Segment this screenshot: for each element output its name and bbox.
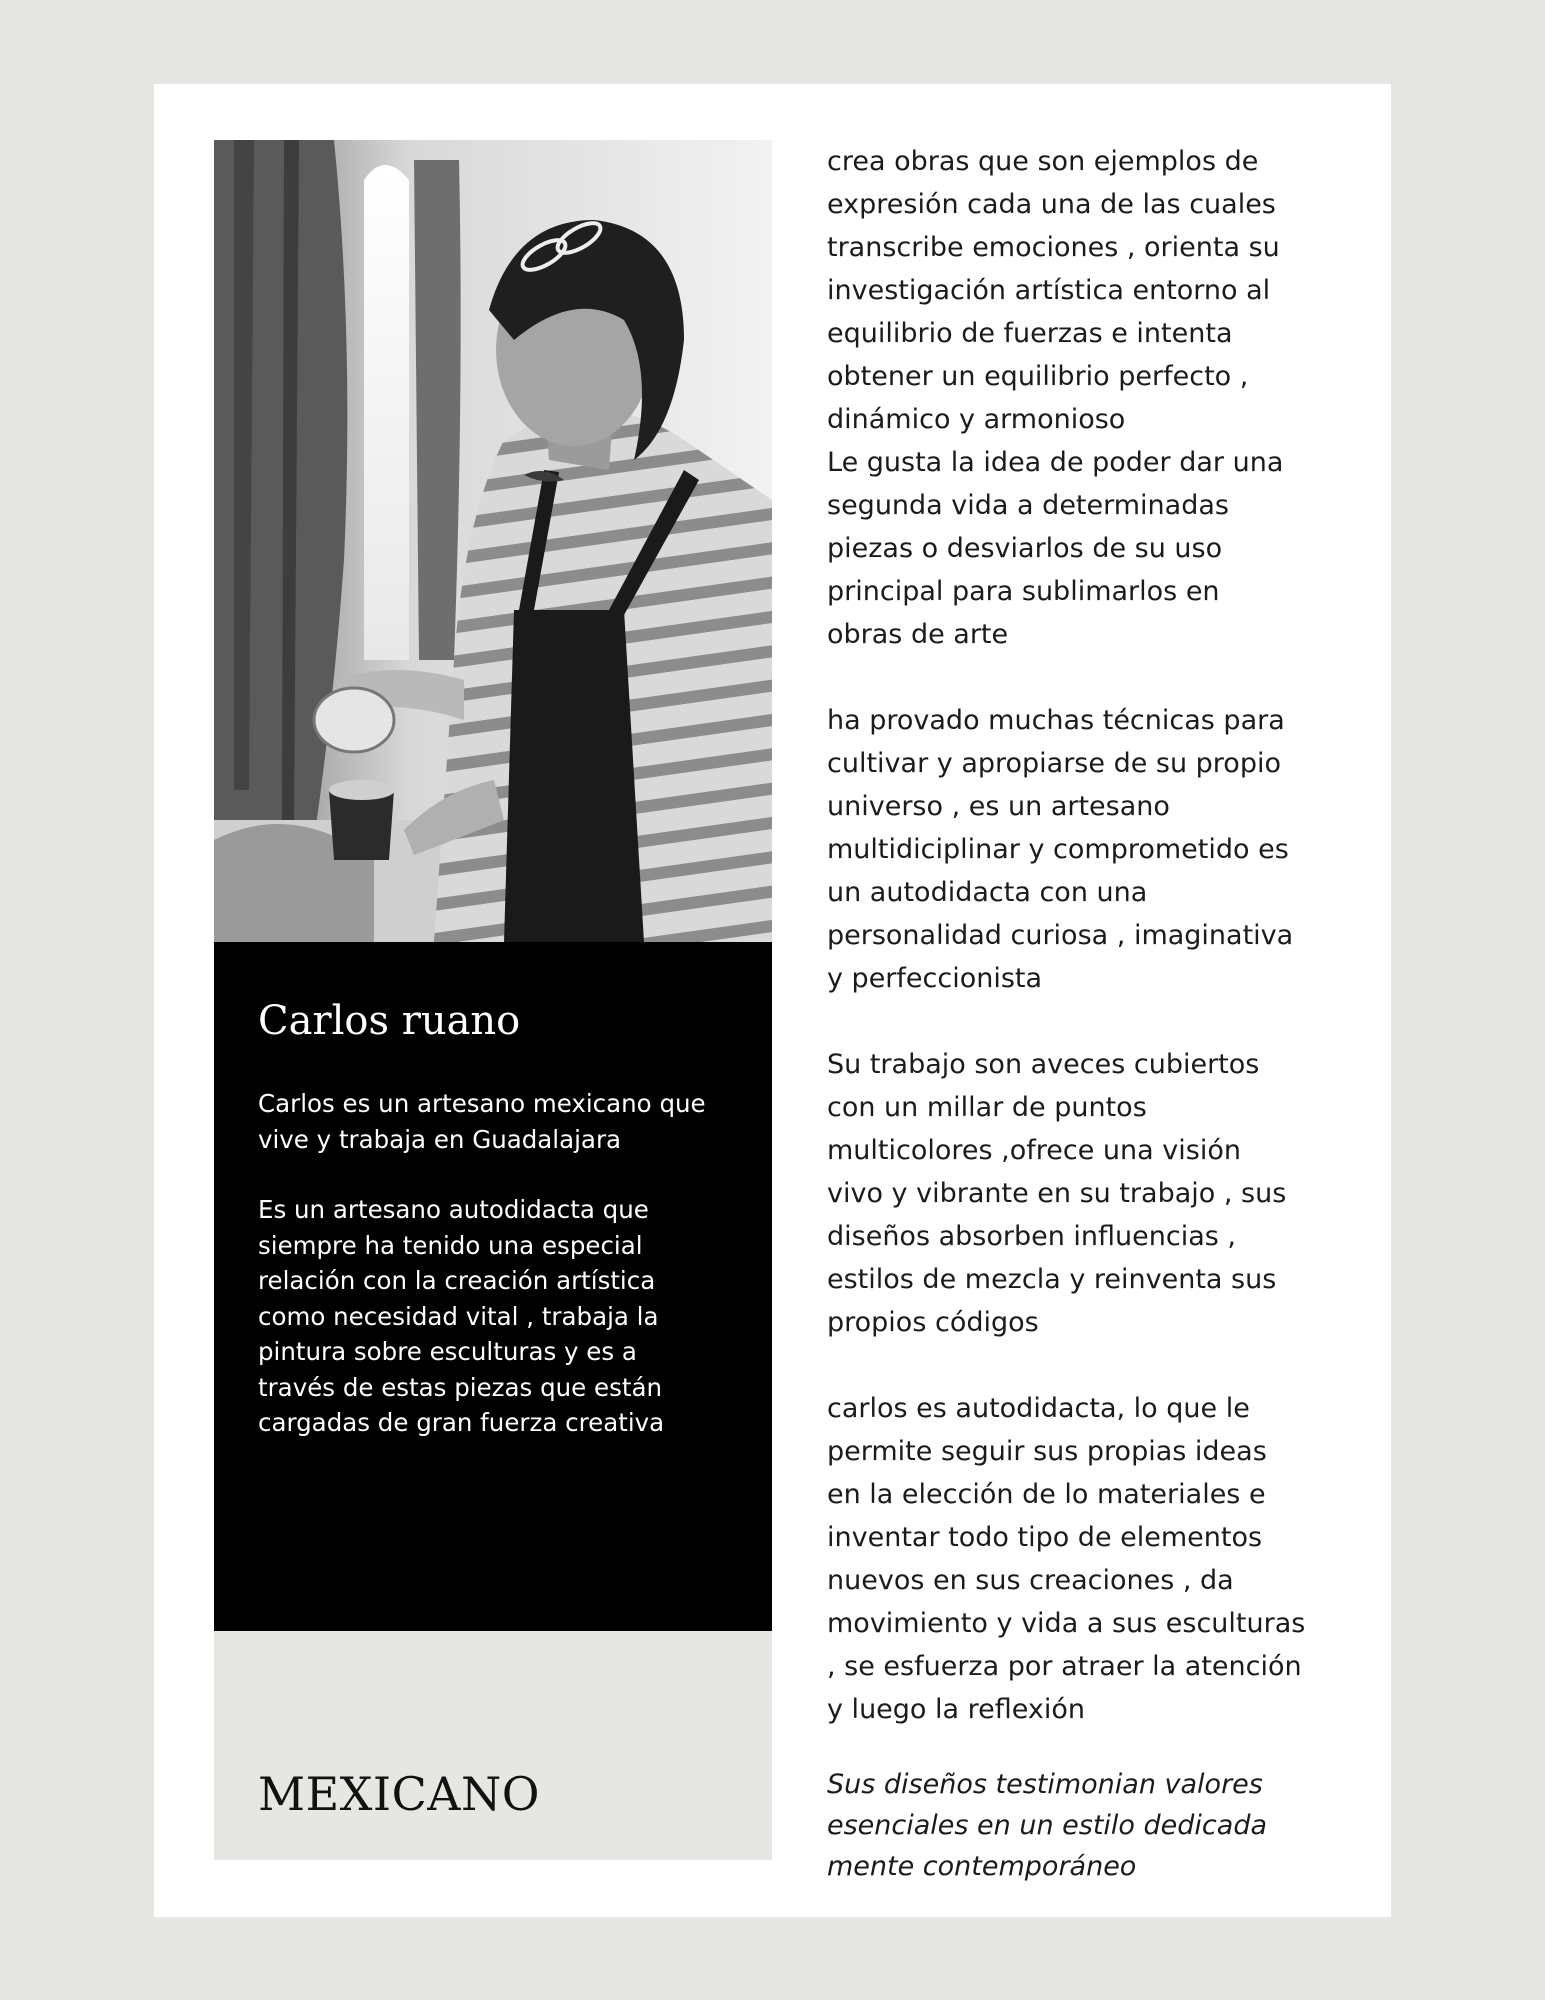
body-paragraph: crea obras que son ejemplos de expresión cada una de las cuales transcribe emociones , orienta su investigación artística entorno al equilibrio de fuerzas e intenta obtener un equilibrio perfecto , dinámico y armonioso Le gusta la idea de poder dar una segunda vida a determinadas piezas o desviarlos de su uso principal para sublimarlos en obras de arte bbox=[827, 146, 1284, 650]
document-page bbox=[154, 84, 1391, 1917]
body-text-column bbox=[827, 140, 1347, 1930]
footer-title: MEXICANO bbox=[258, 1767, 540, 1821]
bio-panel bbox=[214, 942, 772, 1631]
portrait-image bbox=[214, 140, 772, 942]
footer-band bbox=[214, 1631, 772, 1860]
artisan-portrait-photo bbox=[214, 140, 772, 942]
body-paragraph: carlos es autodidacta, lo que le permite seguir sus propias ideas en la elección de lo materiales e inventar todo tipo de elementos nuevos en sus creaciones , da movimiento y vida a sus esculturas , se esfuerza por atraer la atención y luego la reflexión bbox=[827, 1393, 1306, 1725]
artist-intro: Carlos es un artesano mexicano que vive y trabaja en Guadalajara bbox=[258, 1089, 706, 1154]
body-paragraph: Su trabajo son aveces cubiertos con un millar de puntos multicolores ,ofrece una visión vivo y vibrante en su trabajo , sus diseños absorben influencias , estilos de mezcla y reinventa sus propios códigos bbox=[827, 1049, 1287, 1338]
body-paragraph: ha provado muchas técnicas para cultivar y apropiarse de su propio universo , es un artesano multidiciplinar y comprometido es un autodidacta con una personalidad curiosa , imaginativa y perfeccionista bbox=[827, 705, 1294, 994]
closing-quote: Sus diseños testimonian valores esenciales en un estilo dedicada mente contemporáneo bbox=[827, 1769, 1268, 1882]
artist-name: Carlos ruano bbox=[258, 998, 521, 1044]
artist-description: Es un artesano autodidacta que siempre ha tenido una especial relación con la creación artística como necesidad vital , trabaja la pintura sobre esculturas y es a través de estas piezas que están cargadas de gran fuerza creativa bbox=[258, 1195, 665, 1437]
